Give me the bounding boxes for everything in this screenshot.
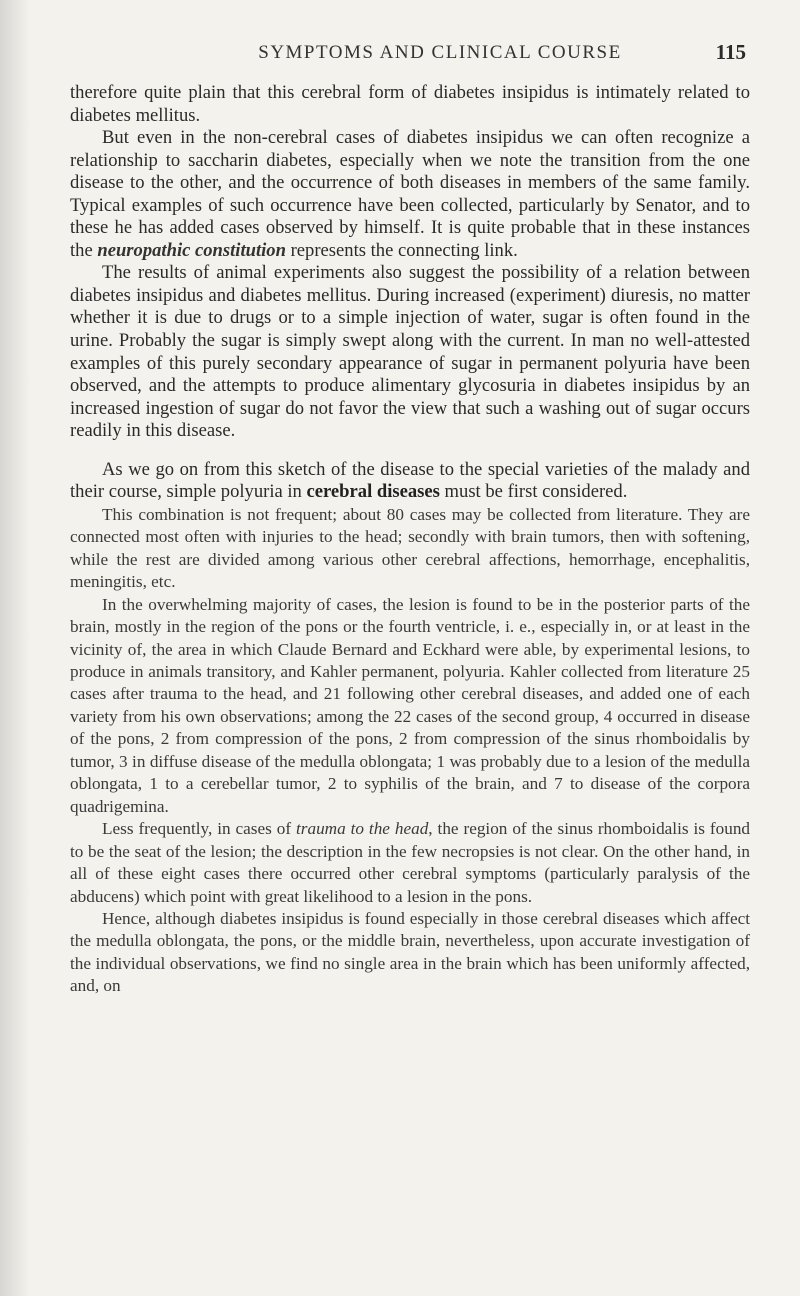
text-run: In the overwhelming majority of cases, the lesion is found to be in the posterior parts of the brain, mostly in the region of the pons or the fourth ventricle, i. e., especially in, or at least in the vicinity of, the area in which Claude Bernard and Eckhard were able, by experimental lesions, to produce in animals transitory, and Kahler permanent, polyuria. Kahler collected from literature 25 cases after trauma to the head, and 21 following other cerebral diseases, and added one of each variety from his own observations; among the 22 cases of the second group, 4 occurred in disease of the pons, 2 from compression of the pons, 2 from compression of the sinus rhomboidalis by tumor, 3 in diffuse disease of the medulla oblongata; 1 was probably due to a lesion of the medulla oblongata, 1 to a cerebellar tumor, 2 to syphilis of the brain, and 7 to disease of the corpora quadrigemina. — [70, 594, 750, 816]
paragraph-trauma — [70, 818, 750, 908]
italic-term: neuropathic constitution — [97, 239, 286, 261]
text-run: Less frequently, in cases of — [102, 819, 297, 839]
text-run: This combination is not frequent; about 80 cases may be collected from literature. They are connected most often with injuries to the head; secondly with brain tumors, then with softening, while the rest are divided among various other cerebral affections, hemorrhage, encephalitis, meningitis, etc. — [70, 504, 750, 592]
paragraph-lesion-location — [70, 594, 750, 819]
paragraph-continuation — [70, 82, 750, 127]
page-number: 115 — [715, 40, 746, 64]
text-run: As we go on from this sketch of the disease to the special varieties of the malady and their course, simple polyuria in — [70, 458, 750, 503]
paragraph-special-varieties — [70, 459, 750, 504]
text-run: , the region of the sinus rhomboidalis is found to be the seat of the lesion; the description in the few necropsies is not clear. On the other hand, in all of these eight cases there occurred other cerebral symptoms (particularly paralysis of the abducens) which point with great likelihood to a lesion in the pons. — [70, 819, 751, 906]
text-run: But even in the non-cerebral cases of diabetes insipidus we can often recognize a relationship to saccharin diabetes, especially when we note the transition from the one disease to the other, and the occurrence of both diseases in members of the same family. Typical examples of such occurrence have been collected, particularly by Senator, and to these he has added cases observed by himself. It is quite probable that in these instances the — [70, 127, 750, 261]
text-run: represents the connecting link. — [285, 239, 518, 261]
text-run: Hence, although diabetes insipidus is found especially in those cerebral diseases which affect the medulla oblongata, the pons, or the middle brain, nevertheless, upon accurate investigation of the individual observations, we find no single area in the brain which has been uniformly affected, and, on — [70, 909, 750, 996]
paragraph-animal-experiments — [70, 262, 750, 442]
text-run: must be first considered. — [439, 481, 628, 503]
running-title: SYMPTOMS AND CLINICAL COURSE — [258, 42, 622, 63]
page-edge-shadow — [0, 0, 30, 1296]
body-text — [70, 82, 750, 998]
bold-term: cerebral diseases — [306, 481, 440, 503]
paragraph-conclusion — [70, 908, 750, 998]
italic-term: trauma to the head — [296, 819, 429, 839]
paragraph-relationship — [70, 127, 750, 262]
text-run: therefore quite plain that this cerebral form of diabetes insipidus is intimately related to diabetes mellitus. — [70, 82, 750, 126]
running-head — [134, 42, 746, 72]
text-run: The results of animal experiments also suggest the possibility of a relation between diabetes insipidus and diabetes mellitus. During increased (experiment) diuresis, no matter whether it is due to drugs or to a simple injection of water, sugar is often found in the urine. Probably the sugar is simply swept along with the current. In man no well-attested examples of this purely secondary appearance of sugar in permanent polyuria have been observed, and the attempts to produce alimentary glycosuria in diabetes insipidus by an increased ingestion of sugar do not favor the view that such a washing out of sugar occurs readily in this disease. — [70, 262, 750, 442]
paragraph-combination — [70, 504, 750, 594]
